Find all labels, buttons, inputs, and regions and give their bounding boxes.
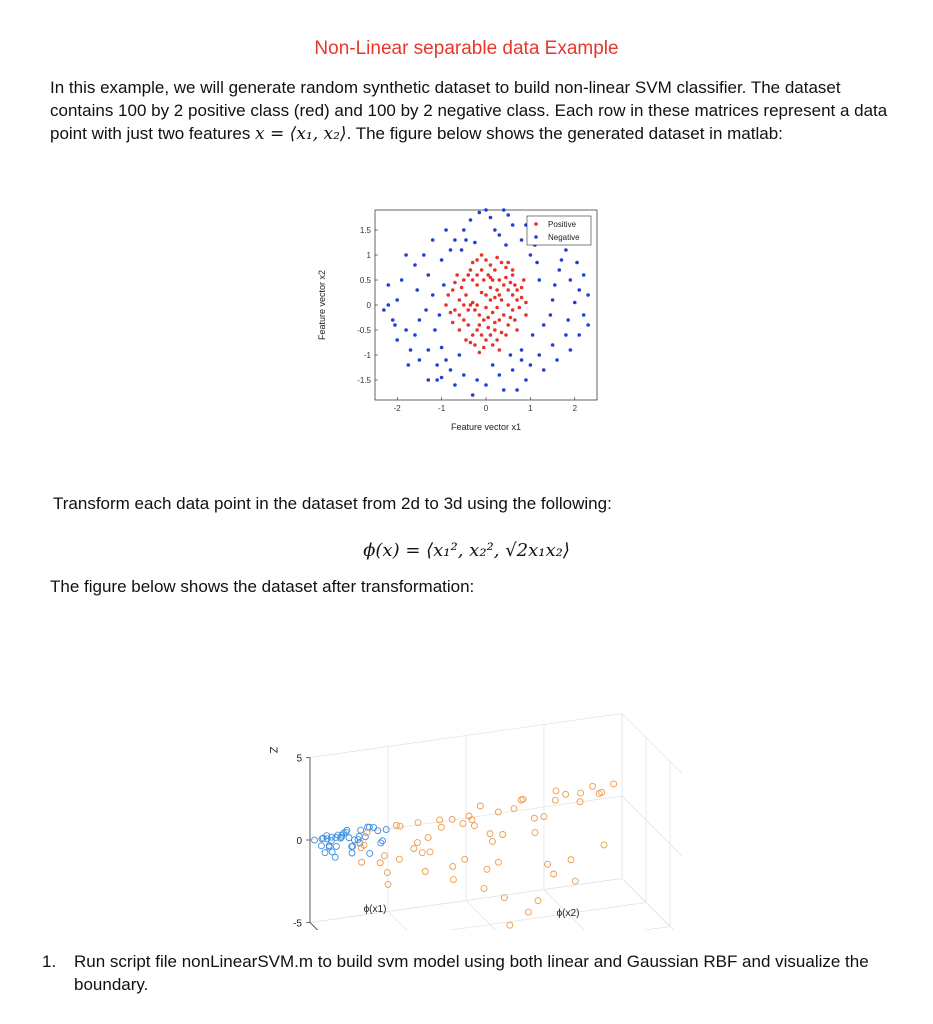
positive-point-3d	[419, 850, 425, 856]
negative-point	[502, 388, 506, 392]
positive-point	[486, 326, 490, 330]
negative-point	[460, 248, 464, 252]
phi-formula: ϕ(x) = ⟨x₁², x₂², √2x₁x₂⟩	[363, 540, 570, 561]
y-tick-label: 0	[366, 301, 371, 310]
positive-point	[524, 313, 528, 317]
positive-point	[466, 323, 470, 327]
positive-point	[498, 318, 502, 322]
negative-point	[391, 318, 395, 322]
negative-point	[415, 288, 419, 292]
positive-point	[466, 273, 470, 277]
positive-point	[502, 283, 506, 287]
negative-point	[564, 248, 568, 252]
negative-point-3d	[367, 850, 373, 856]
positive-point	[475, 258, 479, 262]
positive-point	[511, 268, 515, 272]
positive-point	[475, 283, 479, 287]
positive-point	[453, 308, 457, 312]
positive-point	[480, 291, 484, 295]
positive-point	[458, 298, 462, 302]
positive-point-3d	[487, 831, 493, 837]
positive-point	[475, 273, 479, 277]
negative-point	[502, 208, 506, 212]
positive-point	[473, 343, 477, 347]
positive-point	[520, 296, 524, 300]
negative-point	[549, 313, 553, 317]
negative-point	[449, 248, 453, 252]
negative-point	[557, 268, 561, 272]
negative-point	[426, 378, 430, 382]
positive-point-3d	[377, 860, 383, 866]
negative-point	[407, 363, 411, 367]
negative-point	[404, 328, 408, 332]
positive-point	[489, 333, 493, 337]
positive-point	[495, 288, 499, 292]
positive-point	[484, 258, 488, 262]
positive-point	[515, 298, 519, 302]
positive-point-3d	[484, 866, 490, 872]
negative-point	[409, 348, 413, 352]
positive-point-3d	[489, 838, 495, 844]
positive-point	[506, 323, 510, 327]
grid-line	[466, 901, 526, 931]
positive-point-3d	[518, 797, 524, 803]
positive-point-3d	[481, 885, 487, 891]
negative-point	[435, 363, 439, 367]
positive-point-3d	[471, 823, 477, 829]
negative-point	[418, 318, 422, 322]
positive-point	[460, 286, 464, 290]
positive-point-3d	[601, 842, 607, 848]
positive-point	[444, 303, 448, 307]
document-title: Non-Linear separable data Example	[314, 38, 619, 59]
negative-point	[531, 333, 535, 337]
positive-point-3d	[501, 895, 507, 901]
positive-point	[522, 278, 526, 282]
transform-paragraph: Transform each data point in the dataset from 2d to 3d using the following:	[53, 494, 612, 513]
negative-point	[404, 253, 408, 257]
negative-point	[440, 258, 444, 262]
positive-point-3d	[507, 922, 513, 928]
scatter-3d-figure	[250, 640, 730, 930]
negative-point	[582, 273, 586, 277]
negative-point	[520, 238, 524, 242]
feature-vector-math: x = ⟨x₁, x₂⟩	[255, 124, 347, 144]
y-tick-label: 1	[366, 251, 371, 260]
negative-point	[520, 348, 524, 352]
positive-point	[511, 308, 515, 312]
positive-point	[504, 266, 508, 270]
positive-point-3d	[384, 870, 390, 876]
x-tick-label: 0	[483, 404, 489, 413]
positive-point-3d	[397, 823, 403, 829]
positive-point	[451, 321, 455, 325]
x-tick-label: -1	[438, 404, 446, 413]
negative-point	[498, 233, 502, 237]
positive-point	[513, 283, 517, 287]
positive-point	[458, 313, 462, 317]
x-tick-label: 1	[528, 404, 533, 413]
grid-line	[310, 923, 370, 931]
positive-point	[513, 318, 517, 322]
positive-point	[482, 346, 486, 350]
positive-point	[500, 261, 504, 265]
positive-point-3d	[425, 835, 431, 841]
positive-point	[478, 313, 482, 317]
negative-point	[509, 353, 513, 357]
negative-point	[382, 308, 386, 312]
negative-point	[395, 298, 399, 302]
positive-point	[489, 276, 493, 280]
positive-point	[493, 321, 497, 325]
positive-point	[491, 311, 495, 315]
negative-point	[393, 323, 397, 327]
negative-point	[551, 343, 555, 347]
negative-point	[431, 238, 435, 242]
negative-point	[520, 358, 524, 362]
positive-point-3d	[511, 806, 517, 812]
positive-point-3d	[381, 853, 387, 859]
positive-point	[493, 296, 497, 300]
positive-point	[506, 261, 510, 265]
negative-point-3d	[312, 837, 318, 843]
positive-point-3d	[590, 783, 596, 789]
negative-point	[422, 253, 426, 257]
positive-point	[464, 293, 468, 297]
negative-point	[506, 213, 510, 217]
negative-point	[471, 393, 475, 397]
positive-point	[471, 261, 475, 265]
positive-point	[455, 273, 459, 277]
negative-point	[431, 293, 435, 297]
plot-3d-grid	[310, 714, 682, 931]
positive-point	[509, 316, 513, 320]
negative-point	[569, 348, 573, 352]
plot-3d-ylabel: ϕ(x2)	[556, 908, 580, 919]
negative-point	[577, 333, 581, 337]
negative-point	[551, 298, 555, 302]
negative-point	[529, 253, 533, 257]
positive-point	[478, 323, 482, 327]
negative-point	[489, 216, 493, 220]
positive-point-3d	[553, 788, 559, 794]
positive-point	[475, 303, 479, 307]
positive-point	[491, 343, 495, 347]
negative-point	[566, 318, 570, 322]
negative-point	[582, 313, 586, 317]
positive-point-3d	[414, 840, 420, 846]
positive-point	[473, 308, 477, 312]
positive-point-3d	[578, 790, 584, 796]
intro-text-1: In this example, we will generate random synthetic dataset to build non-linear SVM classifier. The dataset contains 100 by 2 positive class (red) and 100 by 2 negative class. Each row in these matrices represent a data point with just two features	[50, 78, 888, 143]
negative-point	[484, 383, 488, 387]
positive-point	[462, 278, 466, 282]
y-tick-label: 1.5	[359, 226, 371, 235]
positive-point	[446, 293, 450, 297]
positive-point	[506, 288, 510, 292]
positive-point	[511, 293, 515, 297]
positive-point	[520, 286, 524, 290]
negative-point	[444, 228, 448, 232]
negative-point-3d	[318, 843, 324, 849]
positive-point-3d	[411, 846, 417, 852]
plot-2d-xlabel: Feature vector x1	[450, 422, 522, 432]
positive-point-3d	[531, 815, 537, 821]
negative-point-3d	[322, 850, 328, 856]
negative-point	[537, 278, 541, 282]
negative-point	[462, 228, 466, 232]
negative-point	[511, 223, 515, 227]
grid-line	[622, 879, 682, 931]
grid-line	[388, 912, 448, 931]
positive-point	[471, 278, 475, 282]
x-axis-line	[310, 923, 370, 931]
negative-point-3d	[346, 835, 352, 841]
negative-point	[478, 211, 482, 215]
z-tick-label: 0	[296, 836, 302, 847]
positive-point	[480, 268, 484, 272]
intro-paragraph	[50, 76, 900, 146]
positive-point	[482, 278, 486, 282]
positive-point	[495, 306, 499, 310]
positive-point	[498, 293, 502, 297]
positive-point-3d	[552, 797, 558, 803]
positive-point-3d	[532, 830, 538, 836]
positive-point-3d	[525, 909, 531, 915]
negative-point	[387, 283, 391, 287]
positive-point-3d	[427, 849, 433, 855]
negative-point	[413, 333, 417, 337]
negative-point	[529, 363, 533, 367]
negative-point	[473, 241, 477, 245]
positive-point-3d	[477, 803, 483, 809]
negative-point	[435, 378, 439, 382]
positive-point	[489, 286, 493, 290]
positive-point	[449, 311, 453, 315]
negative-point	[542, 323, 546, 327]
negative-point	[418, 358, 422, 362]
positive-point	[504, 276, 508, 280]
positive-point	[489, 263, 493, 267]
positive-point-3d	[500, 832, 506, 838]
negative-point	[424, 308, 428, 312]
legend-negative-label: Negative	[548, 233, 580, 242]
positive-point	[493, 268, 497, 272]
positive-point	[464, 338, 468, 342]
negative-point	[569, 278, 573, 282]
negative-point	[484, 208, 488, 212]
positive-point	[518, 306, 522, 310]
negative-point	[537, 353, 541, 357]
positive-point-3d	[545, 861, 551, 867]
scatter-2d-figure	[305, 200, 620, 440]
positive-point	[489, 298, 493, 302]
positive-point-3d	[460, 821, 466, 827]
positive-point	[515, 288, 519, 292]
positive-point	[475, 328, 479, 332]
grid-line	[622, 879, 682, 931]
negative-point	[535, 261, 539, 265]
negative-point	[464, 238, 468, 242]
positive-point	[453, 281, 457, 285]
positive-point	[451, 288, 455, 292]
x-tick-label: 2	[572, 404, 578, 413]
y-tick-label: -1.5	[357, 376, 371, 385]
positive-point	[495, 256, 499, 260]
negative-point	[433, 328, 437, 332]
negative-point	[511, 368, 515, 372]
plot-2d-ylabel: Feature vector x2	[317, 269, 327, 341]
legend-positive-label: Positive	[548, 220, 577, 229]
positive-point	[524, 301, 528, 305]
negative-point-3d	[333, 843, 339, 849]
positive-point	[484, 293, 488, 297]
negative-point	[586, 293, 590, 297]
positive-point	[504, 333, 508, 337]
positive-point-3d	[568, 857, 574, 863]
negative-point	[469, 218, 473, 222]
positive-point	[498, 348, 502, 352]
negative-point	[560, 258, 564, 262]
negative-point	[449, 368, 453, 372]
negative-point	[453, 238, 457, 242]
after-transform-paragraph: The figure below shows the dataset after transformation:	[50, 577, 475, 596]
positive-point	[462, 303, 466, 307]
negative-point	[491, 363, 495, 367]
positive-point	[509, 281, 513, 285]
negative-point	[553, 283, 557, 287]
positive-point-3d	[422, 869, 428, 875]
y-tick-label: -1	[363, 351, 371, 360]
x-tick-label: -2	[393, 404, 401, 413]
positive-point	[478, 351, 482, 355]
negative-point	[400, 278, 404, 282]
step-1-number: 1.	[42, 952, 57, 971]
negative-point	[444, 358, 448, 362]
negative-point-3d	[329, 849, 335, 855]
plot-3d-zlabel: Z	[267, 746, 279, 754]
negative-point	[462, 373, 466, 377]
intro-text-2: . The figure below shows the generated dataset in matlab:	[346, 124, 783, 143]
negative-point	[573, 301, 577, 305]
positive-point-3d	[359, 859, 365, 865]
positive-point	[458, 328, 462, 332]
positive-point	[493, 328, 497, 332]
positive-point	[482, 318, 486, 322]
negative-point	[438, 313, 442, 317]
positive-point	[480, 253, 484, 257]
negative-point	[426, 348, 430, 352]
negative-point	[515, 388, 519, 392]
step-1-text: Run script file nonLinearSVM.m to build svm model using both linear and Gaussian RBF and visualize the boundary.	[74, 952, 869, 994]
positive-point	[462, 318, 466, 322]
positive-point-3d	[495, 859, 501, 865]
positive-point	[469, 268, 473, 272]
negative-point	[387, 303, 391, 307]
positive-point	[500, 331, 504, 335]
negative-point-3d	[358, 827, 364, 833]
positive-point	[506, 303, 510, 307]
legend-positive-marker	[534, 222, 538, 226]
y-tick-label: 0.5	[359, 276, 371, 285]
negative-point	[577, 288, 581, 292]
negative-point	[575, 261, 579, 265]
y-tick-label: -0.5	[357, 326, 371, 335]
negative-point-3d	[349, 850, 355, 856]
z-tick-label: 5	[296, 753, 302, 765]
positive-point-3d	[438, 824, 444, 830]
negative-point	[498, 373, 502, 377]
positive-point	[480, 333, 484, 337]
positive-point-3d	[396, 856, 402, 862]
positive-point-3d	[535, 898, 541, 904]
positive-point-3d	[551, 871, 557, 877]
positive-point-3d	[450, 863, 456, 869]
positive-point	[486, 316, 490, 320]
positive-point	[469, 341, 473, 345]
positive-point	[502, 313, 506, 317]
negative-point	[440, 376, 444, 380]
positive-point	[511, 273, 515, 277]
negative-point	[458, 353, 462, 357]
positive-point-3d	[462, 856, 468, 862]
positive-point-3d	[450, 877, 456, 883]
negative-point	[453, 383, 457, 387]
negative-point	[413, 263, 417, 267]
positive-point	[466, 308, 470, 312]
positive-point	[495, 338, 499, 342]
positive-point-3d	[563, 791, 569, 797]
positive-point	[484, 338, 488, 342]
negative-point	[440, 346, 444, 350]
positive-point	[471, 333, 475, 337]
positive-point	[484, 306, 488, 310]
negative-point	[395, 338, 399, 342]
negative-point	[555, 358, 559, 362]
negative-point	[542, 368, 546, 372]
negative-point	[442, 283, 446, 287]
positive-point	[500, 298, 504, 302]
legend-negative-marker	[534, 235, 538, 239]
plot-3d-xlabel: ϕ(x1)	[363, 904, 387, 915]
negative-point	[524, 378, 528, 382]
positive-point-3d	[495, 809, 501, 815]
positive-point-3d	[572, 878, 578, 884]
grid-line	[622, 714, 682, 774]
negative-point	[475, 378, 479, 382]
negative-point	[564, 333, 568, 337]
plot-2d-legend	[527, 216, 591, 245]
negative-point	[493, 228, 497, 232]
negative-point	[426, 273, 430, 277]
z-tick-label: -5	[293, 918, 302, 930]
positive-point	[515, 328, 519, 332]
negative-point	[586, 323, 590, 327]
grid-line	[622, 796, 682, 856]
positive-point	[471, 301, 475, 305]
negative-point	[504, 243, 508, 247]
positive-point-3d	[611, 781, 617, 787]
positive-point	[498, 278, 502, 282]
